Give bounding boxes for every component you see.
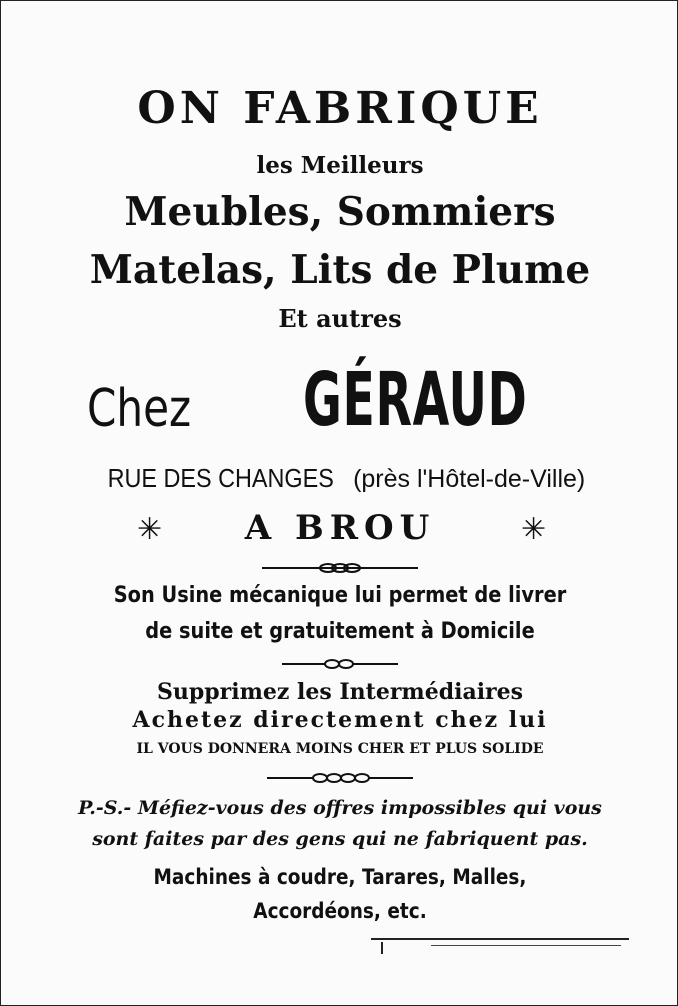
subline-les-meilleurs: les Meilleurs — [256, 152, 424, 179]
usine-line-1: Son Usine mécanique lui permet de livrer — [113, 583, 567, 608]
bottom-rule-secondary — [431, 945, 621, 946]
address-line — [1, 465, 678, 492]
supprimez-line: Supprimez les Intermédiaires — [156, 679, 524, 705]
asterism-icon: ✳ — [521, 512, 547, 547]
headline-on-fabrique: ON FABRIQUE — [137, 83, 543, 134]
machines-line-1: Machines à coudre, Tarares, Malles, — [153, 865, 527, 889]
usine-line-2: de suite et gratuitement à Domicile — [145, 619, 535, 644]
town-name: A BROU — [244, 508, 436, 548]
et-autres: Et autres — [278, 304, 402, 333]
bottom-rule — [371, 938, 629, 940]
street-name: RUE DES CHANGES — [107, 463, 334, 493]
machines-line-2: Accordéons, etc. — [253, 899, 427, 923]
chez-label: Chez — [87, 379, 192, 439]
merchant-name: GÉRAUD — [303, 357, 528, 443]
ps-line-2: sont faites par des gens qui ne fabriquent pas. — [92, 828, 588, 850]
asterism-icon: ✳ — [137, 512, 163, 547]
ornament-divider-icon — [1, 561, 678, 575]
street-note: (près l'Hôtel-de-Ville) — [353, 465, 586, 493]
town-line — [1, 508, 678, 551]
products-line-1: Meubles, Sommiers — [124, 189, 556, 235]
ornament-divider-icon — [1, 771, 678, 785]
products-line-2: Matelas, Lits de Plume — [89, 247, 591, 293]
merchant-block — [1, 357, 678, 451]
promise-line: IL VOUS DONNERA MOINS CHER ET PLUS SOLIDE — [136, 741, 544, 757]
ps-line-1: P.-S.- Méfiez-vous des offres impossibles qui vous — [78, 797, 602, 819]
print-mark — [381, 942, 383, 954]
ornament-divider-icon — [1, 657, 678, 671]
achetez-line: Achetez directement chez lui — [132, 707, 548, 733]
